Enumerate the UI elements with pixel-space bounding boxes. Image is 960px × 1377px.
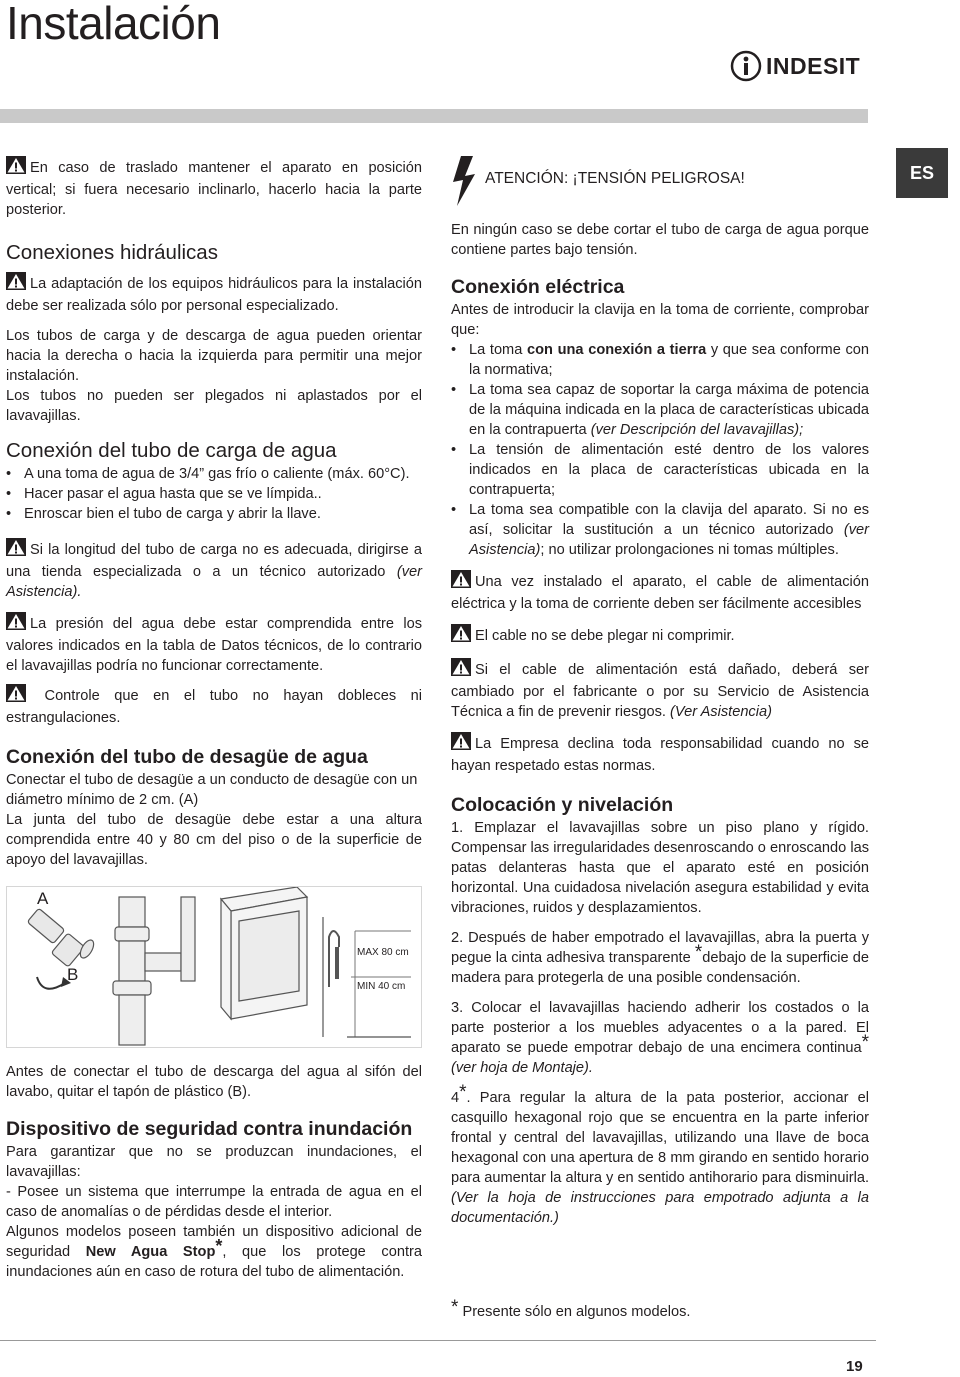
warning-icon xyxy=(6,684,26,708)
language-tab: ES xyxy=(896,148,948,198)
electrica-bullet: • La tensión de alimentación esté dentro de los valores indicados en la placa de características ubicada en la contrapuerta; xyxy=(451,442,869,498)
atencion-text: En ningún caso se debe cortar el tubo de carga de agua porque contiene partes bajo tensión. xyxy=(451,222,869,258)
intro-warning xyxy=(6,156,422,220)
heading-inundacion: Dispositivo de seguridad contra inundación xyxy=(6,1118,413,1140)
footnote-star: * xyxy=(861,1032,869,1053)
lightning-bolt-icon xyxy=(451,156,485,212)
hidraulicas-warning xyxy=(6,272,422,316)
figure-caption: Antes de conectar el tubo de descarga del agua al sifón del lavabo, quitar el tapón de plástico (B). xyxy=(6,1064,422,1100)
bullet1-post: y que sea conforme con la normativa; xyxy=(469,342,870,378)
colocacion-4-num: 4 xyxy=(451,1090,460,1106)
bullet1-pre: La toma xyxy=(469,342,527,358)
colocacion-2-text: 2. Después de haber empotrado el lavavajillas, abra la puerta y pegue la cinta adhesiva transparente xyxy=(451,930,869,966)
colocacion-3-text: 3. Colocar el lavavajillas haciendo adherir los costados o la parte posterior a los muebles adyacentes o a la pared. El aparato se puede empotrar debajo de una encimera continua xyxy=(451,1000,869,1056)
warning-icon xyxy=(6,272,26,296)
carga-bullet: • A una toma de agua de 3/4” gas frío o caliente (máx. 60°C). xyxy=(6,464,422,484)
bullet4-ref: (ver Asistencia) xyxy=(469,522,869,558)
longitud-ref: (ver Asistencia). xyxy=(6,564,422,600)
carga-bullet-text: Hacer pasar el agua hasta que se ve límpida.. xyxy=(24,486,322,502)
heading-electrica: Conexión eléctrica xyxy=(451,276,625,298)
inundacion-p1: Para garantizar que no se produzcan inundaciones, el lavavajillas: xyxy=(6,1144,422,1180)
colocacion-4-text: . Para regular la altura de la pata posterior, accionar el casquillo hexagonal rojo que se encuentra en la parte inferior frontal y central del lavavajillas, utilizando una llave de boca hexagonal con una apertura de 8 mm girando en sentido horario para aumentar la altura y en sentido antihorario para disminuirla. xyxy=(451,1090,869,1186)
warning-icon xyxy=(6,156,26,180)
carga-bullet: • Enroscar bien el tubo de carga y abrir la llave. xyxy=(6,504,422,524)
colocacion-2-end: debajo de la superficie de madera para protegerla de una posible condensación. xyxy=(451,950,870,986)
electrica-bullet: • La toma sea compatible con la clavija del aparato. Si no es así, solicitar la sustitución a un técnico autorizado (ver Asistencia); no utilizar prolongaciones ni tomas múltiples. xyxy=(451,502,869,558)
page-number: 19 xyxy=(846,1358,863,1375)
warning-1-text: Una vez instalado el aparato, el cable de alimentación eléctrica y la toma de corriente deben ser fácilmente accesibles xyxy=(451,574,869,612)
warning-4-text: La Empresa declina toda responsabilidad cuando no se hayan respetado estas normas. xyxy=(451,736,869,774)
dobleces-text: Controle que en el tubo no hayan dobleces ni estrangulaciones. xyxy=(6,688,422,726)
fig-label-b: B xyxy=(67,965,79,984)
electrica-warning-3 xyxy=(451,658,869,722)
bullet3-text: La tensión de alimentación esté dentro de los valores indicados en la placa de características ubicada en la contrapuerta; xyxy=(469,442,869,498)
hidraulicas-p2: Los tubos no pueden ser plegados ni aplastados por el lavavajillas. xyxy=(6,388,422,424)
presion-warning xyxy=(6,612,422,676)
warning-3-text: Si el cable de alimentación está dañado, deberá ser cambiado por el fabricante o por su Servicio de Asistencia Técnica a fin de prevenir riesgos. xyxy=(451,662,869,720)
bullet2-text: La toma sea capaz de soportar la carga máxima de potencia de la máquina indicada en la placa de características ubicada en la contrapuerta xyxy=(469,382,869,438)
warning-icon xyxy=(451,658,471,682)
colocacion-1: 1. Emplazar el lavavajillas sobre un piso plano y rígido. Compensar las irregularidades desenroscando o enroscando las patas delanteras hasta que el aparato esté en posición horizontal. Una cuidadosa nivelación asegura estabilidad y evita vibraciones, ruidos y desplazamientos. xyxy=(451,820,869,916)
footnote-text: Presente sólo en algunos modelos. xyxy=(458,1304,691,1320)
new-agua-stop: New Agua Stop xyxy=(85,1244,216,1260)
bullet2-ref: (ver Descripción del lavavajillas); xyxy=(590,422,804,438)
electrica-bullet: • La toma con una conexión a tierra y que sea conforme con la normativa; xyxy=(451,342,870,378)
longitud-warning xyxy=(6,538,422,602)
carga-bullet-text: A una toma de agua de 3/4” gas frío o caliente (máx. 60°C). xyxy=(24,466,410,482)
indesit-logo-icon xyxy=(730,50,762,82)
electrica-warning-4 xyxy=(451,732,869,776)
footer-rule xyxy=(0,1340,876,1341)
footnote-star: * xyxy=(215,1236,223,1256)
bullet4-text: La toma sea compatible con la clavija del aparato. Si no es así, solicitar la sustitución a un técnico autorizado xyxy=(469,502,869,538)
atencion-block xyxy=(451,156,869,212)
presion-text: La presión del agua debe estar comprendida entre los valores indicados en la tabla de Datos técnicos, de lo contrario el lavavajillas podría no funcionar correctamente. xyxy=(6,616,422,674)
inundacion-p3 xyxy=(6,1222,422,1282)
longitud-text: Si la longitud del tubo de carga no es adecuada, dirigirse a una tienda especializada o a un técnico autorizado xyxy=(6,542,422,580)
desague-p2: La junta del tubo de desagüe debe estar a una altura comprendida entre 40 y 80 cm del piso o de la superficie de apoyo del lavavajillas. xyxy=(6,812,422,868)
inundacion-p2: - Posee un sistema que interrumpe la entrada de agua en el caso de anomalías o de pérdidas desde el interior. xyxy=(6,1184,422,1220)
electrica-warning-2 xyxy=(451,624,869,648)
electrica-intro: Antes de introducir la clavija en la toma de corriente, comprobar que: xyxy=(451,302,869,338)
dobleces-warning xyxy=(6,684,422,728)
warning-icon xyxy=(6,612,26,636)
colocacion-3-ref: (ver hoja de Montaje). xyxy=(451,1060,593,1076)
footnote-star: * xyxy=(451,1297,459,1318)
header-rule xyxy=(0,109,868,123)
hidraulicas-warning-text: La adaptación de los equipos hidráulicos para la instalación debe ser realizada sólo por personal especializado. xyxy=(6,276,422,314)
heading-hidraulicas: Conexiones hidráulicas xyxy=(6,241,218,264)
warning-icon xyxy=(6,538,26,562)
brand-name: INDESIT xyxy=(766,52,861,79)
colocacion-4 xyxy=(451,1082,869,1228)
page-title: Instalación xyxy=(6,0,221,49)
colocacion-4-ref: (Ver la hoja de instrucciones para empotrado adjunta a la documentación.) xyxy=(451,1190,869,1226)
heading-desague: Conexión del tubo de desagüe de agua xyxy=(6,746,368,768)
hidraulicas-p1: Los tubos de carga y de descarga de agua pueden orientar hacia la derecha o hacia la izquierda para permitir una mejor instalación. xyxy=(6,328,422,384)
fig-label-max: MAX 80 cm xyxy=(357,947,409,958)
indesit-logo xyxy=(730,50,860,82)
warning-icon xyxy=(451,732,471,756)
left-column xyxy=(6,156,422,1282)
inundacion-p3-text: Algunos modelos poseen también un dispositivo adicional de seguridad xyxy=(6,1224,422,1260)
footnote xyxy=(451,1297,691,1320)
intro-text: En caso de traslado mantener el aparato en posición vertical; si fuera necesario inclinarlo, hacerlo hacia la parte posterior. xyxy=(6,160,422,218)
fig-label-min: MIN 40 cm xyxy=(357,981,406,992)
fig-label-a: A xyxy=(37,889,49,908)
colocacion-2 xyxy=(451,928,869,988)
carga-bullet-text: Enroscar bien el tubo de carga y abrir la llave. xyxy=(24,506,321,522)
desague-p1: Conectar el tubo de desagüe a un conducto de desagüe con un diámetro mínimo de 2 cm. (A) xyxy=(6,772,418,808)
footnote-star: * xyxy=(694,942,703,963)
right-column xyxy=(451,156,869,1228)
carga-bullet: • Hacer pasar el agua hasta que se ve límpida.. xyxy=(6,484,422,504)
bullet1-bold: con una conexión a tierra xyxy=(527,342,707,358)
heading-carga: Conexión del tubo de carga de agua xyxy=(6,439,337,462)
electrica-warning-1 xyxy=(451,570,869,614)
electrica-bullet: • La toma sea capaz de soportar la carga máxima de potencia de la máquina indicada en la placa de características ubicada en la contrapuerta (ver Descripción del lavavajillas); xyxy=(451,382,869,438)
warning-icon xyxy=(451,570,471,594)
bullet4-post: ; no utilizar prolongaciones ni tomas múltiples. xyxy=(540,542,839,558)
inundacion-p3-end: , que los protege contra inundaciones aún en caso de rotura del tubo de alimentación. xyxy=(6,1244,422,1280)
colocacion-3 xyxy=(451,998,869,1078)
atencion-title: ATENCIÓN: ¡TENSIÓN PELIGROSA! xyxy=(485,170,745,187)
drain-figure xyxy=(6,886,422,1048)
warning-icon xyxy=(451,624,471,648)
warning-3-ref: (Ver Asistencia) xyxy=(670,704,772,720)
footnote-star: * xyxy=(459,1082,467,1103)
heading-colocacion: Colocación y nivelación xyxy=(451,794,674,816)
warning-2-text: El cable no se debe plegar ni comprimir. xyxy=(475,628,735,644)
